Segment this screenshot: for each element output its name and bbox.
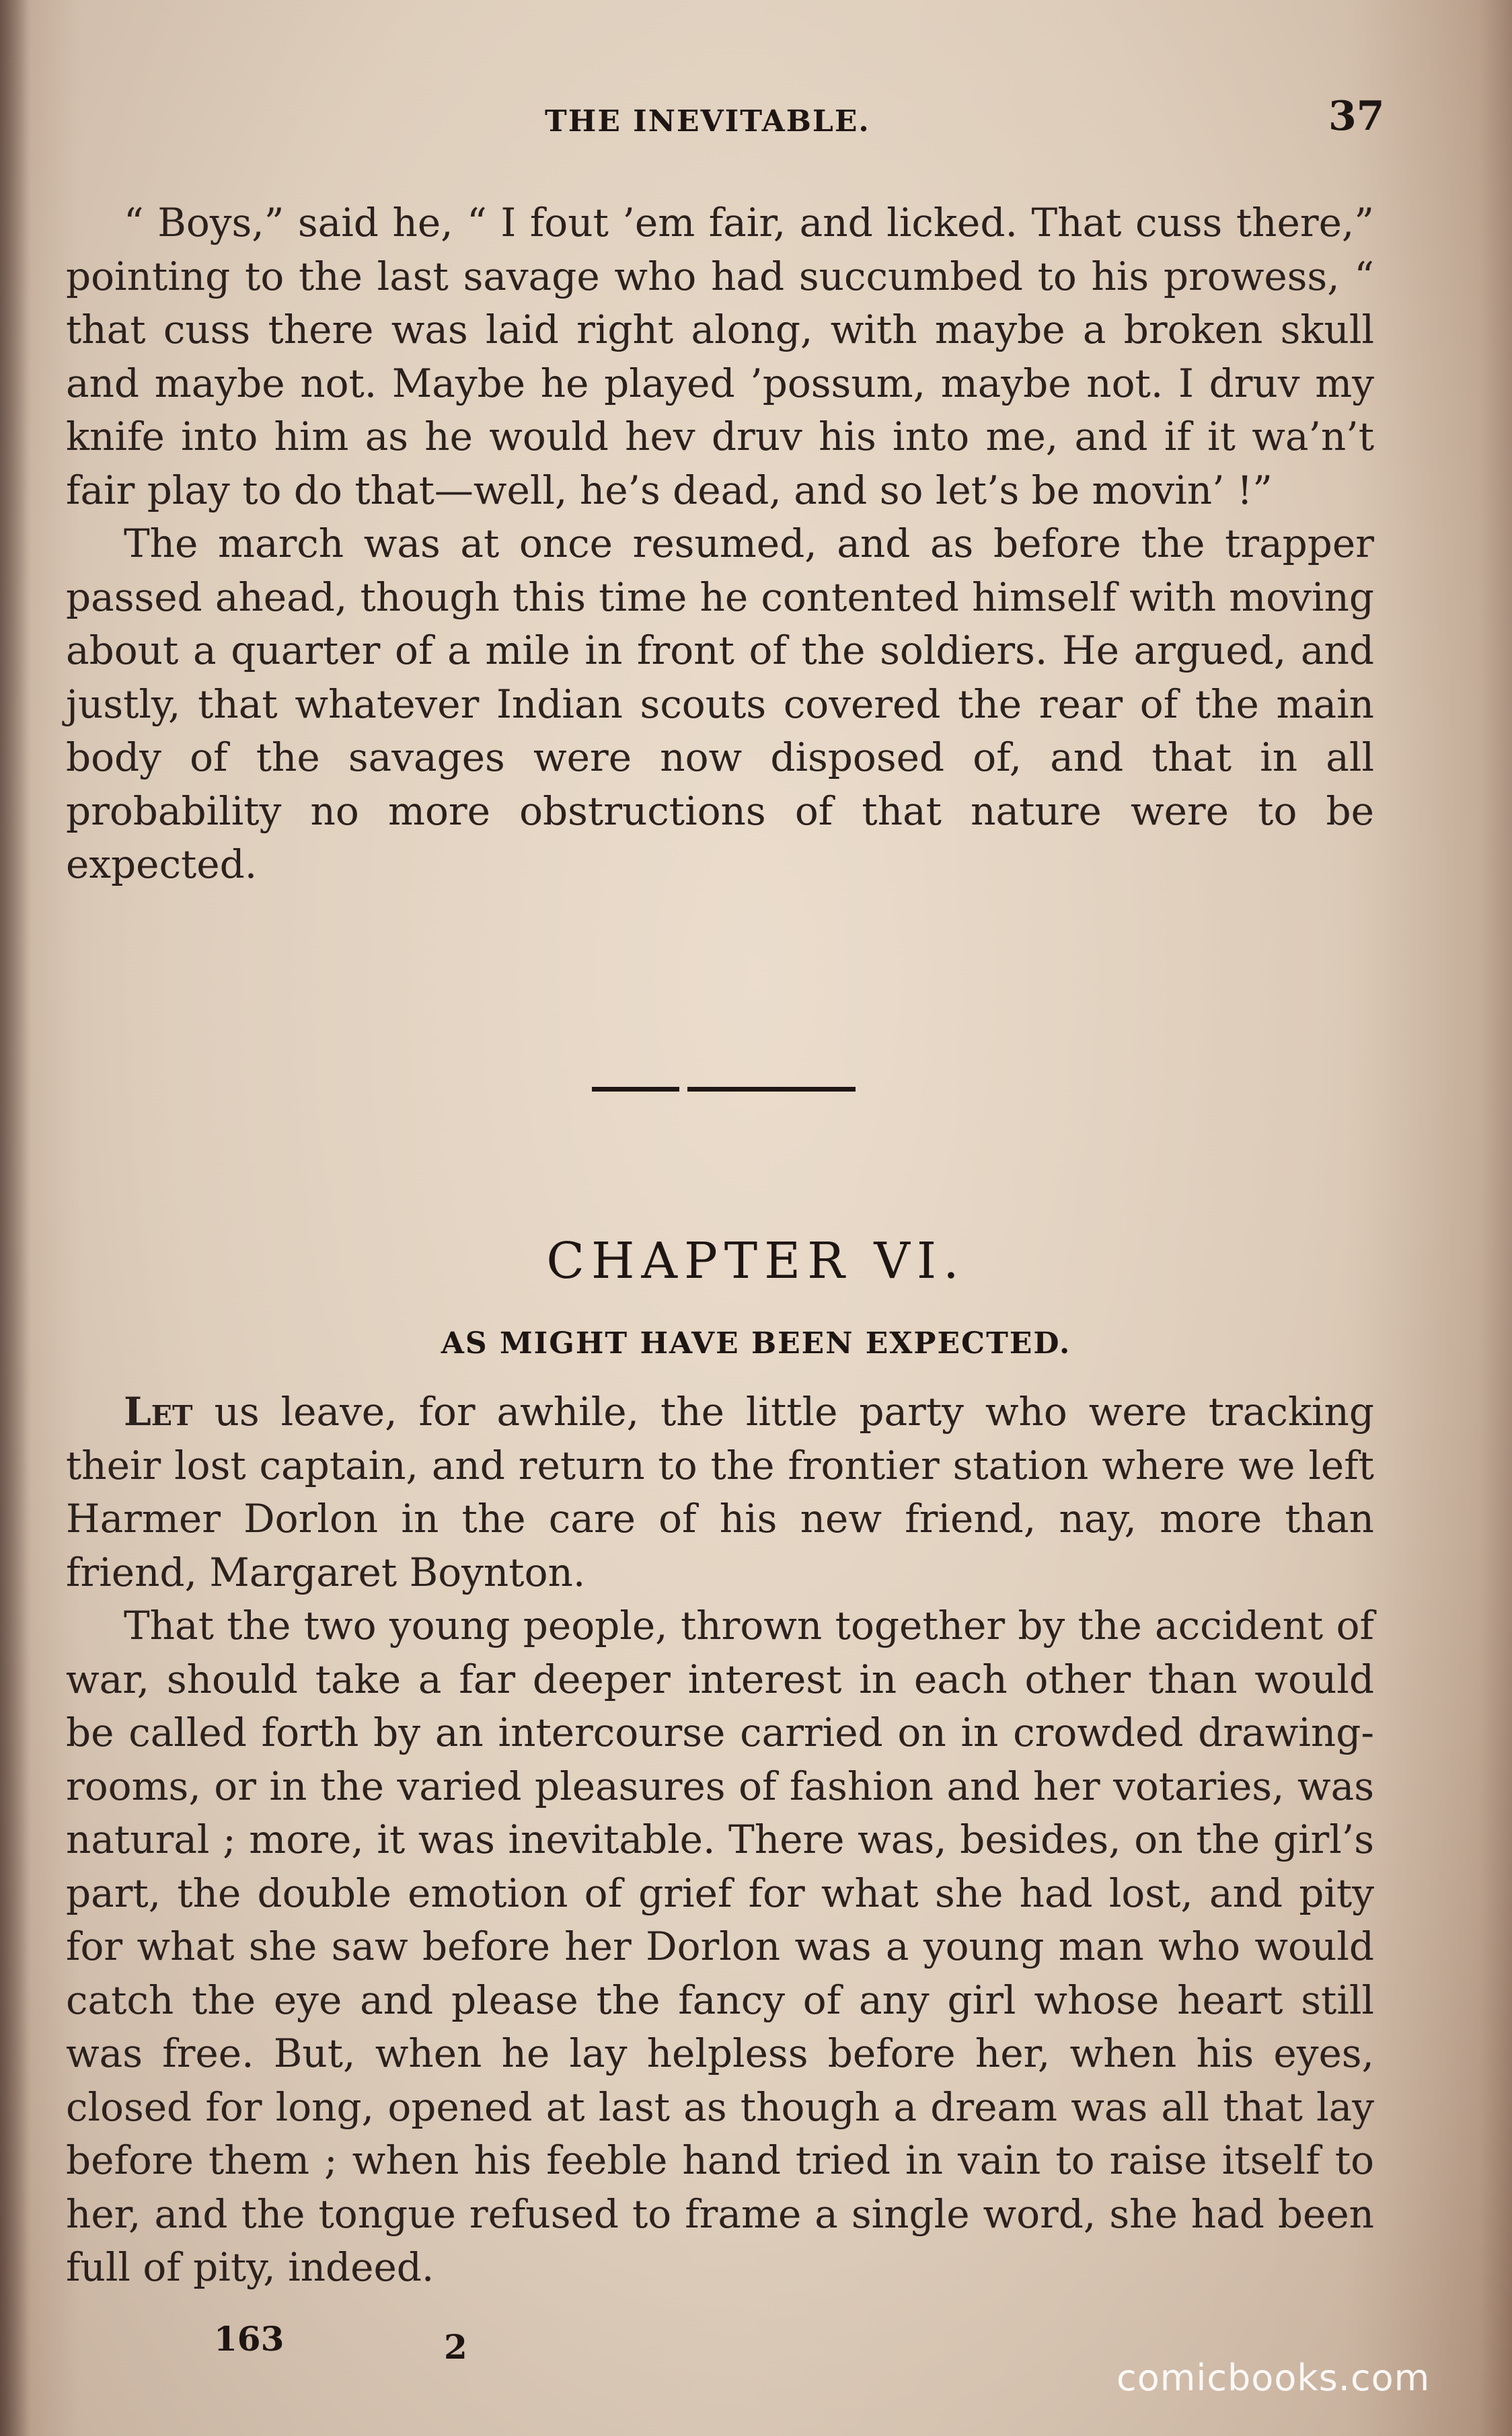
- signature-mark: 163: [214, 2319, 285, 2359]
- watermark: comicbooks.com: [1117, 2357, 1431, 2399]
- paragraph: The march was at once resumed, and as before the trapper passed ahead, though this time he contented himself with moving about a quarter of a mile in front of the soldiers. He argued, and justly, that whatever Indian scouts covered the rear of the main body of the savages were now disposed of, and that in all probability no more obstructions of that nature were to be expected.: [66, 521, 1374, 887]
- paragraph: “ Boys,” said he, “ I fout ’em fair, and licked. That cuss there,” pointing to the last savage who had succumbed to his prowess, “ that cuss there was laid right along, with maybe a broken skull and maybe not. Maybe he played ’possum, maybe not. I druv my knife into him as he would hev druv his into me, and if it wa’n’t fair play to do that—well, he’s dead, and so let’s be movin’ !”: [66, 200, 1374, 513]
- running-head: THE INEVITABLE.: [545, 104, 870, 139]
- chapter-subtitle: AS MIGHT HAVE BEEN EXPECTED.: [441, 1326, 1071, 1361]
- paragraph: That the two young people, thrown together by the accident of war, should take a far deeper interest in each other than would be called forth by an intercourse carried on in crowded drawing-rooms, or in the varied pleasures of fashion and her votaries, was natural ; more, it was inevitable. There was, besides, on the girl’s part, the double emotion of grief for what she had lost, and pity for what she saw before her Dorlon was a young man who would catch the eye and please the fancy of any girl whose heart still was free. But, when he lay helpless before her, when his eyes, closed for long, opened at last as though a dream was all that lay before them ; when his feeble hand tried in vain to raise itself to her, and the tongue refused to frame a single word, she had been full of pity, indeed.: [66, 1603, 1374, 2290]
- lead-word: Let: [124, 1389, 193, 1435]
- page-number: 37: [1328, 93, 1385, 140]
- section-divider-left: [592, 1087, 679, 1092]
- signature-sub-mark: 2: [444, 2327, 467, 2367]
- paragraph-text: us leave, for awhile, the little party who were tracking their lost captain, and return to the frontier station where we left Harmer Dorlon in the care of his new friend, nay, more than friend, Margaret Boynton.: [66, 1389, 1374, 1595]
- chapter-title: CHAPTER VI.: [546, 1232, 966, 1290]
- chapter-text-block: [66, 1385, 1374, 2295]
- section-divider-right: [687, 1087, 856, 1092]
- top-text-block: [66, 196, 1374, 892]
- paragraph: [66, 1385, 1374, 1599]
- spine-shadow: [0, 0, 31, 2436]
